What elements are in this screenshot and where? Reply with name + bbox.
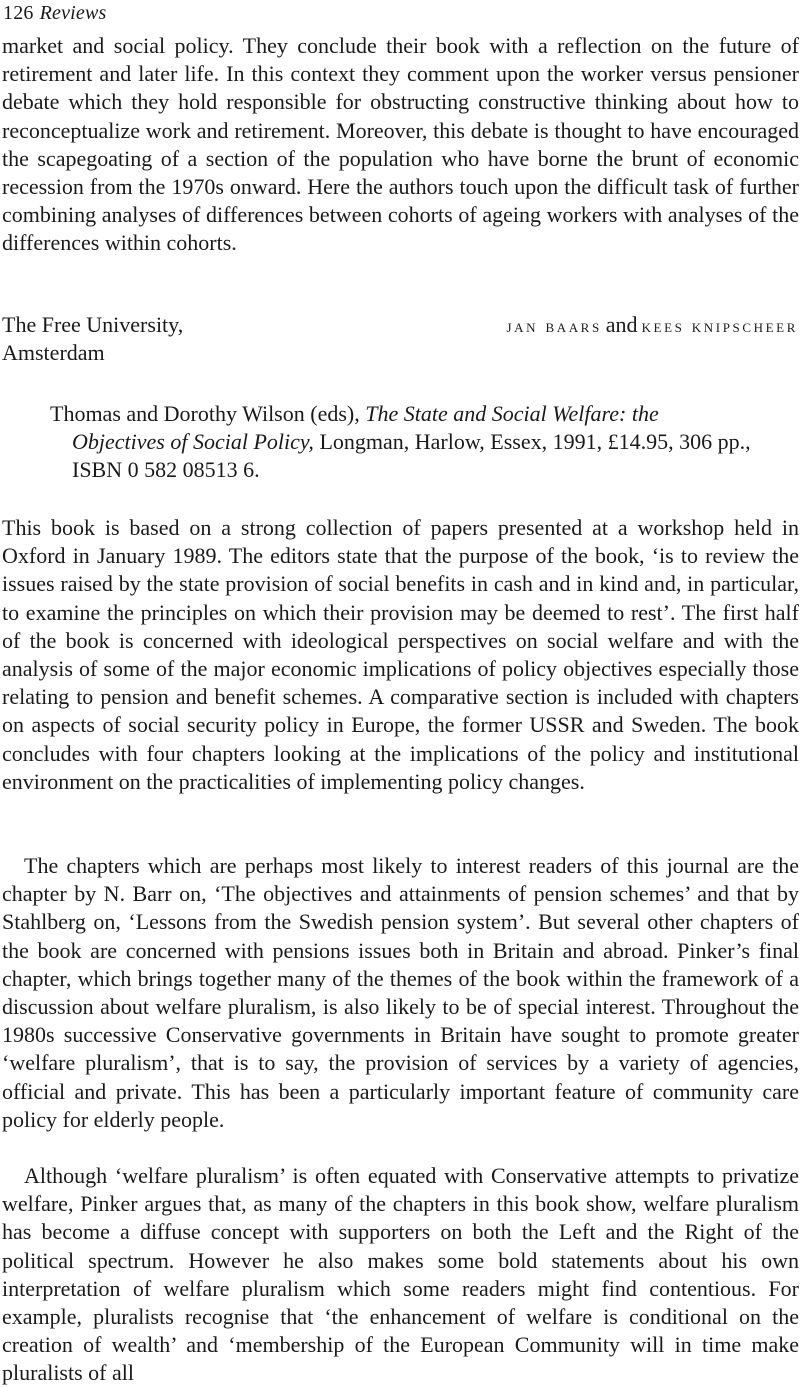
reviewer-affiliation xyxy=(2,311,183,367)
running-head xyxy=(3,0,107,26)
book-title: The State and Social Welfare: the Objectives of Social Policy, xyxy=(72,401,659,455)
review-paragraph-1: This book is based on a strong collection of papers presented at a workshop held in Oxford in January 1989. The editors state that the purpose of the book, ‘is to review the issues raised by the state provision of social benefits in cash and in kind and, in particular, to examine the principles on which their provision may be deemed to rest’. The first half of the book is concerned with ideological perspectives on social welfare and with the analysis of some of the major economic implications of policy objectives especially those relating to pension and benefit schemes. A comparative section is included with chapters on aspects of social security policy in Europe, the former USSR and Sweden. The book concludes with four chapters looking at the implications of the policy and institutional environment on the practicalities of implementing policy changes. xyxy=(2,515,799,794)
reviewer-signature xyxy=(506,311,798,341)
affiliation-line-2: Amsterdam xyxy=(2,340,105,366)
review-paragraph-2: The chapters which are perhaps most likely to interest readers of this journal are the chapter by N. Barr on, ‘The objectives and attainments of pension schemes’ and that by Stahlberg on, ‘Lessons from the Swedish pension system’. But several other chapters of the book are concerned with pensions issues both in Britain and abroad. Pinker’s final chapter, which brings together many of the themes of the book within the framework of a discussion about welfare pluralism, is also likely to be of special interest. Throughout the 1980s successive Conservative governments in Britain have sought to promote greater ‘welfare pluralism’, that is to say, the provision of services by a variety of agencies, official and private. This has been a particularly important feature of community care policy for elderly people. xyxy=(2,853,799,1132)
previous-review-closing-paragraph: market and social policy. They conclude their book with a reflection on the future of retirement and later life. In this context they comment upon the worker versus pensioner debate which they hold responsible for obstructing constructive thinking about how to reconceptualize work and retirement. Moreover, this debate is thought to have encouraged the scapegoating of a section of the population who have borne the brunt of economic recession from the 1970s onward. Here the authors touch upon the difficult task of further combining analyses of differences between cohorts of ageing workers with analyses of the differences within cohorts. xyxy=(2,33,799,256)
book-publication-details: Longman, Harlow, Essex, 1991, £14.95, 306 pp., ISBN 0 582 08513 6. xyxy=(72,429,751,483)
page-number: 126 xyxy=(3,2,34,24)
section-title: Reviews xyxy=(39,2,107,24)
affiliation-line-1: The Free University, xyxy=(2,312,184,337)
book-editors: Thomas and Dorothy Wilson (eds), xyxy=(50,401,360,426)
reviewer-name-1: jan baars xyxy=(506,316,602,337)
review-paragraph-3: Although ‘welfare pluralism’ is often equated with Conservative attempts to privatize welfare, Pinker argues that, as many of the chapters in this book show, welfare pluralism has become a diffuse concept with supporters on both the Left and the Right of the political spectrum. However he also makes some bold statements about his own interpretation of welfare pluralism which some readers might find contentious. For example, pluralists recognise that ‘the enhancement of welfare is conditional on the creation of wealth’ and ‘membership of the European Community will in time make pluralists of all xyxy=(2,1163,799,1386)
reviewer-conjunction: and xyxy=(605,312,638,337)
reviewer-name-2: kees knipscheer xyxy=(641,316,798,337)
book-citation xyxy=(50,400,755,485)
